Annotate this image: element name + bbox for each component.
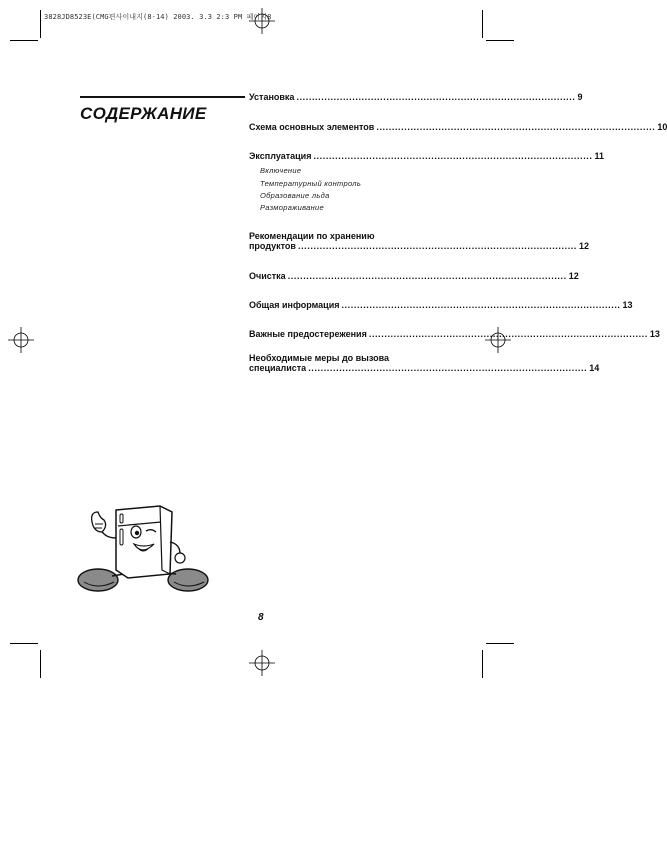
toc-entry-label: Схема основных элементов xyxy=(249,122,375,132)
leader-dots: .......................................................................................... xyxy=(296,92,576,102)
crop-mark xyxy=(10,40,38,41)
crop-mark xyxy=(482,10,483,38)
crop-mark xyxy=(486,40,514,41)
toc-entry-label: Установка xyxy=(249,92,295,102)
toc-entry-label: Общая информация xyxy=(249,300,340,310)
leader-dots: .......................................................................................... xyxy=(308,363,588,373)
toc-entry-page: 11 xyxy=(594,151,605,161)
toc-subitem[interactable]: Температурный контроль xyxy=(260,179,362,188)
crop-mark xyxy=(482,650,483,678)
registration-mark-icon xyxy=(249,8,275,34)
toc-entry-label: Эксплуатация xyxy=(249,151,312,161)
toc-entry-general-info[interactable] xyxy=(249,300,633,310)
toc-entry-page: 13 xyxy=(649,329,660,339)
toc-entry-page: 9 xyxy=(577,92,583,102)
crop-mark xyxy=(10,643,38,644)
crop-mark xyxy=(486,643,514,644)
crop-mark xyxy=(40,10,41,38)
toc-entry-cleaning[interactable] xyxy=(249,271,579,281)
toc-entry-installation[interactable] xyxy=(249,92,583,102)
page-title: СОДЕРЖАНИЕ xyxy=(80,104,207,123)
leader-dots: .......................................................................................... xyxy=(376,122,656,132)
toc-entry-page: 14 xyxy=(589,363,600,373)
toc-entry-label-line1: Рекомендации по хранению xyxy=(249,231,375,241)
leader-dots: .......................................................................................... xyxy=(368,329,648,339)
page-number: 8 xyxy=(258,612,264,623)
print-slug: 3828JD8523E(CMG편사이내지(8-14) 2003. 3.3 2:3 PM 페이지8 xyxy=(44,13,272,21)
leader-dots: .......................................................................................... xyxy=(313,151,593,161)
registration-mark-icon xyxy=(8,327,34,353)
toc-entry-components[interactable] xyxy=(249,122,667,132)
toc-entry-label: специалиста xyxy=(249,363,307,373)
toc-subitem[interactable]: Образование льда xyxy=(260,191,330,200)
toc-entry-page: 12 xyxy=(568,271,579,281)
toc-entry-label: Важные предостережения xyxy=(249,329,367,339)
leader-dots: .......................................................................................... xyxy=(341,300,621,310)
toc-entry-label: Очистка xyxy=(249,271,286,281)
toc-entry-label-line1: Необходимые меры до вызова xyxy=(249,353,390,363)
crop-mark xyxy=(40,650,41,678)
toc-entry-label: продуктов xyxy=(249,241,296,251)
toc-entry-warnings[interactable] xyxy=(249,329,660,339)
title-rule xyxy=(80,96,245,98)
toc-entry-operation[interactable] xyxy=(249,151,605,161)
toc-entry-before-service[interactable] xyxy=(249,353,600,373)
toc-subitem[interactable]: Включение xyxy=(260,166,302,175)
leader-dots: .......................................................................................... xyxy=(287,271,567,281)
toc-entry-food-storage[interactable] xyxy=(249,231,590,251)
toc-entry-page: 12 xyxy=(579,241,590,251)
registration-mark-icon xyxy=(249,650,275,676)
leader-dots: .......................................................................................... xyxy=(297,241,578,251)
toc-entry-page: 10 xyxy=(657,122,667,132)
refrigerator-mascot-icon xyxy=(76,498,210,598)
toc-entry-page: 13 xyxy=(622,300,633,310)
toc-subitem[interactable]: Размораживание xyxy=(260,203,324,212)
